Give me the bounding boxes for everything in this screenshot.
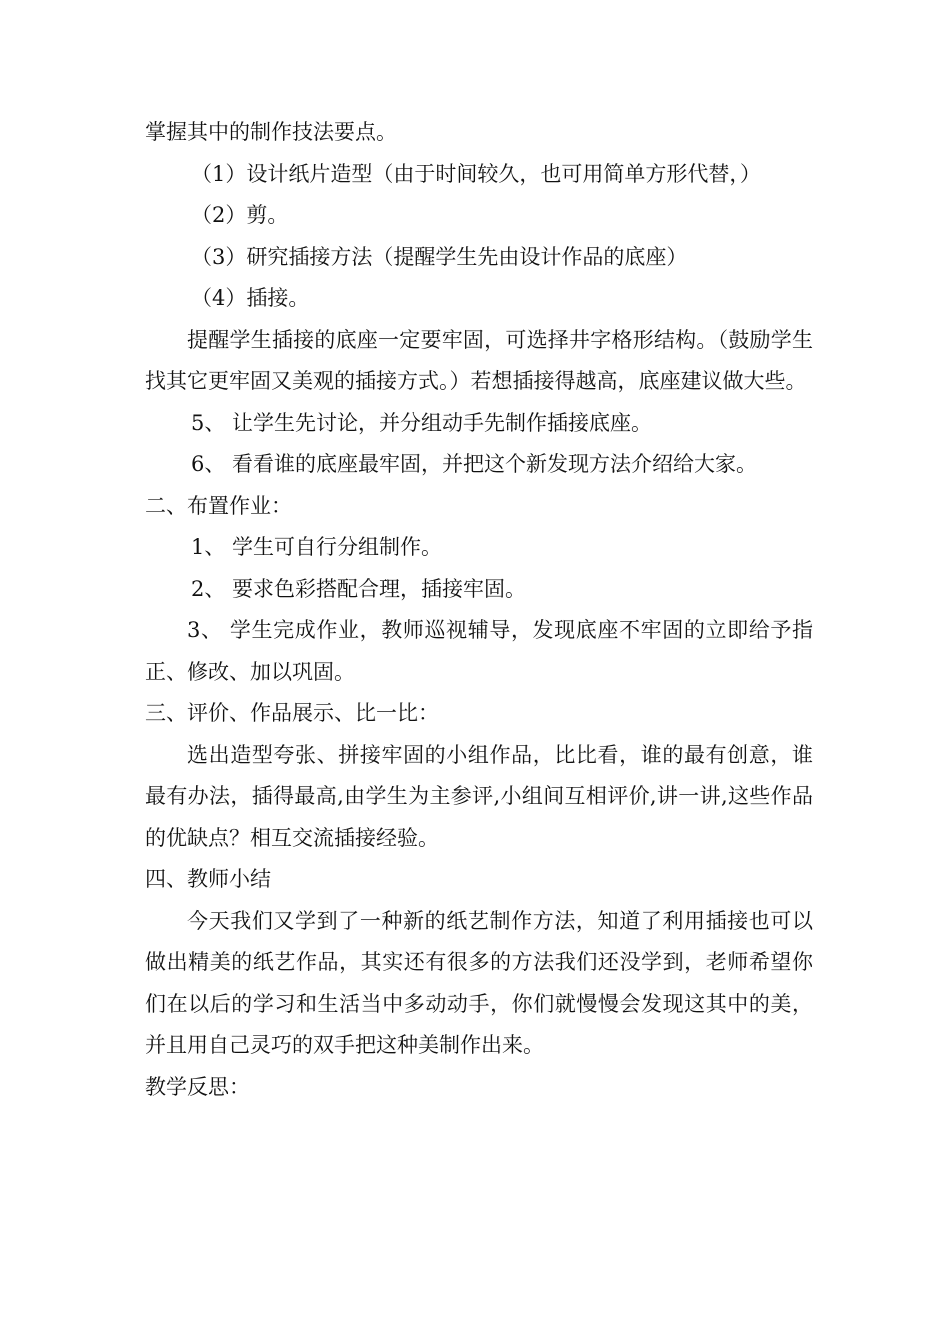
paragraph-base-reminder: 提醒学生插接的底座一定要牢固，可选择井字格形结构。（鼓励学生找其它更牢固又美观的插接方式。）若想插接得越高，底座建议做大些。 — [145, 327, 813, 393]
step-1-design: （1）设计纸片造型（由于时间较久，也可用简单方形代替，） — [191, 161, 761, 186]
item-5-discuss: 5、 让学生先讨论，并分组动手先制作插接底座。 — [191, 410, 653, 435]
text-line: 掌握其中的制作技法要点。 — [145, 120, 397, 144]
section-heading-homework: 二、布置作业： — [145, 493, 292, 518]
homework-item-1: 1、 学生可自行分组制作。 — [191, 535, 443, 559]
item-6-compare: 6、 看看谁的底座最牢固，并把这个新发现方法介绍给大家。 — [191, 452, 758, 476]
step-3-research: （3）研究插接方法（提醒学生先由设计作品的底座） — [191, 244, 688, 269]
section-heading-evaluation: 三、评价、作品展示、比一比： — [145, 701, 439, 725]
section-heading-reflection: 教学反思： — [145, 1074, 250, 1099]
step-4-insert: （4）插接。 — [191, 286, 310, 310]
homework-item-2: 2、 要求色彩搭配合理，插接牢固。 — [191, 576, 527, 601]
step-2-cut: （2）剪。 — [191, 203, 289, 227]
paragraph-summary: 今天我们又学到了一种新的纸艺制作方法，知道了利用插接也可以做出精美的纸艺作品，其实还有很多的方法我们还没学到，老师希望你们在以后的学习和生活当中多动动手，你们就慢慢会发现这其中的美，并且用自己灵巧的双手把这种美制作出来。 — [145, 908, 813, 1057]
homework-item-3: 3、 学生完成作业，教师巡视辅导，发现底座不牢固的立即给予指正、修改、加以巩固。 — [145, 618, 813, 684]
paragraph-evaluation: 选出造型夸张、拼接牢固的小组作品，比比看，谁的最有创意，谁最有办法，插得最高,由学生为主参评,小组间互相评价,讲一讲,这些作品的优缺点？相互交流插接经验。 — [145, 742, 813, 850]
document-body — [145, 112, 813, 1108]
section-heading-summary: 四、教师小结 — [145, 867, 271, 891]
